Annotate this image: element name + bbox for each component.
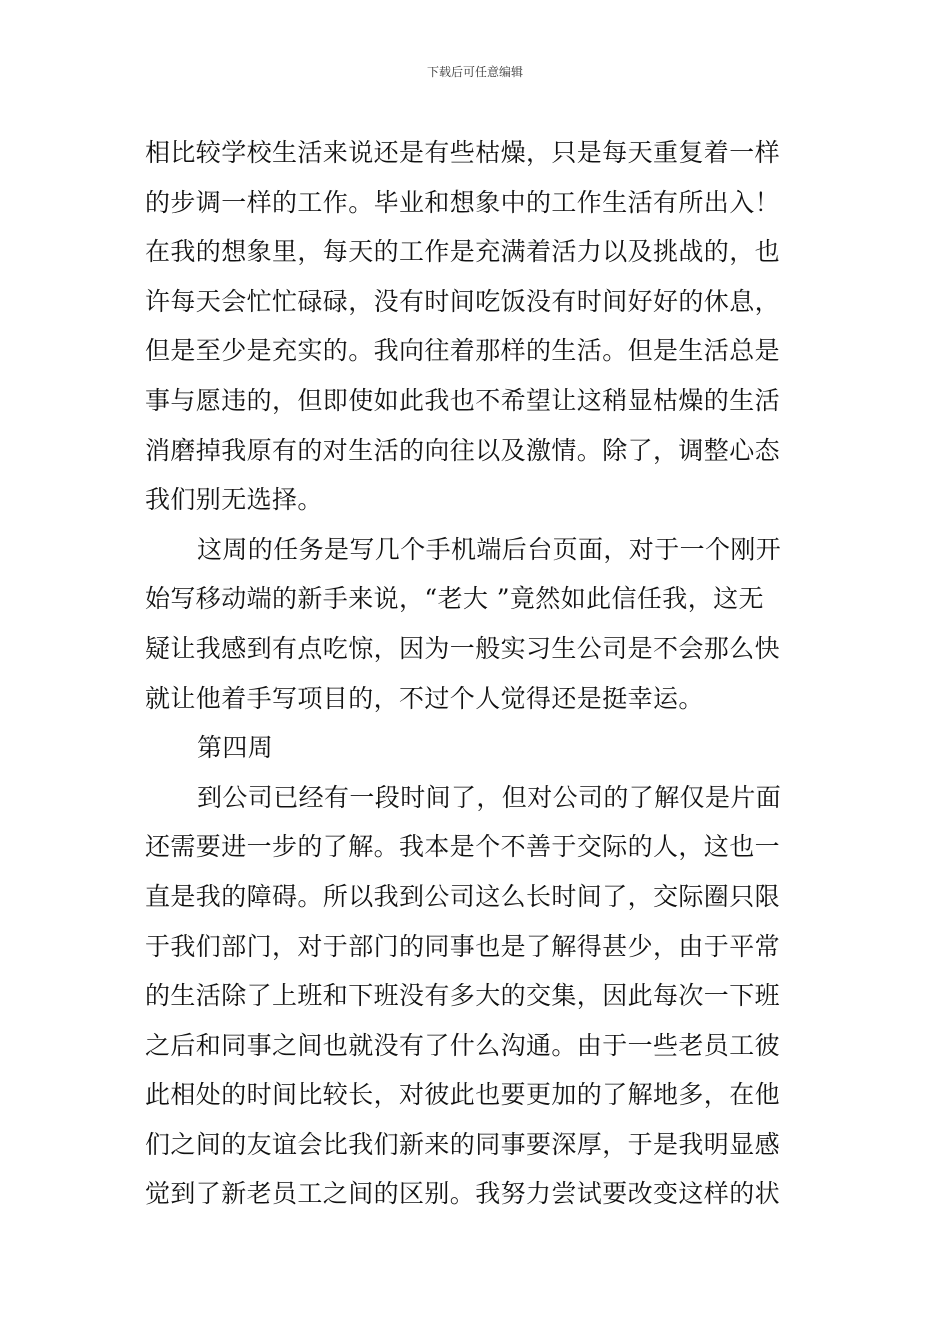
text-line: 此相处的时间比较长，对彼此也要更加的了解地多，在他 bbox=[145, 1080, 781, 1110]
text-line: 直是我的障碍。所以我到公司这么长时间了，交际圈只限 bbox=[145, 881, 781, 911]
text-line: 就让他着手写项目的，不过个人觉得还是挺幸运。 bbox=[145, 683, 704, 713]
text-line: 相比较学校生活来说还是有些枯燥，只是每天重复着一样 bbox=[145, 138, 781, 167]
section-heading: 第四周 bbox=[197, 733, 274, 763]
text-line: 们之间的友谊会比我们新来的同事要深厚，于是我明显感 bbox=[145, 1129, 781, 1159]
text-line: 疑让我感到有点吃惊，因为一般实习生公司是不会那么快 bbox=[145, 633, 781, 663]
text-line: 于我们部门，对于部门的同事也是了解得甚少，由于平常 bbox=[145, 931, 781, 961]
text-line: 还需要进一步的了解。我本是个不善于交际的人，这也一 bbox=[145, 832, 781, 862]
text-line: 但是至少是充实的。我向往着那样的生活。但是生活总是 bbox=[145, 336, 781, 366]
paragraph-start-line: 这周的任务是写几个手机端后台页面，对于一个刚开 bbox=[197, 534, 782, 564]
text-line: 我们别无选择。 bbox=[145, 485, 323, 515]
text-line: 的生活除了上班和下班没有多大的交集，因此每次一下班 bbox=[145, 981, 781, 1011]
text-line: 觉到了新老员工之间的区别。我努力尝试要改变这样的状 bbox=[145, 1179, 781, 1209]
text-line: 之后和同事之间也就没有了什么沟通。由于一些老员工彼 bbox=[145, 1030, 781, 1060]
page-header: 下载后可任意编辑 bbox=[426, 65, 523, 79]
paragraph-start-line: 到公司已经有一段时间了，但对公司的了解仅是片面 bbox=[197, 782, 782, 812]
document-body bbox=[145, 128, 810, 1219]
text-line: 事与愿违的，但即使如此我也不希望让这稍显枯燥的生活 bbox=[145, 385, 781, 415]
text-line: 消磨掉我原有的对生活的向往以及激情。除了，调整心态 bbox=[145, 435, 781, 465]
text-line: 在我的想象里，每天的工作是充满着活力以及挑战的，也 bbox=[145, 237, 781, 267]
text-line: 许每天会忙忙碌碌，没有时间吃饭没有时间好好的休息， bbox=[145, 286, 781, 316]
text-line: 的步调一样的工作。毕业和想象中的工作生活有所出入！ bbox=[145, 187, 781, 217]
text-line: 始写移动端的新手来说，“老大 ”竟然如此信任我，这无 bbox=[145, 584, 764, 614]
